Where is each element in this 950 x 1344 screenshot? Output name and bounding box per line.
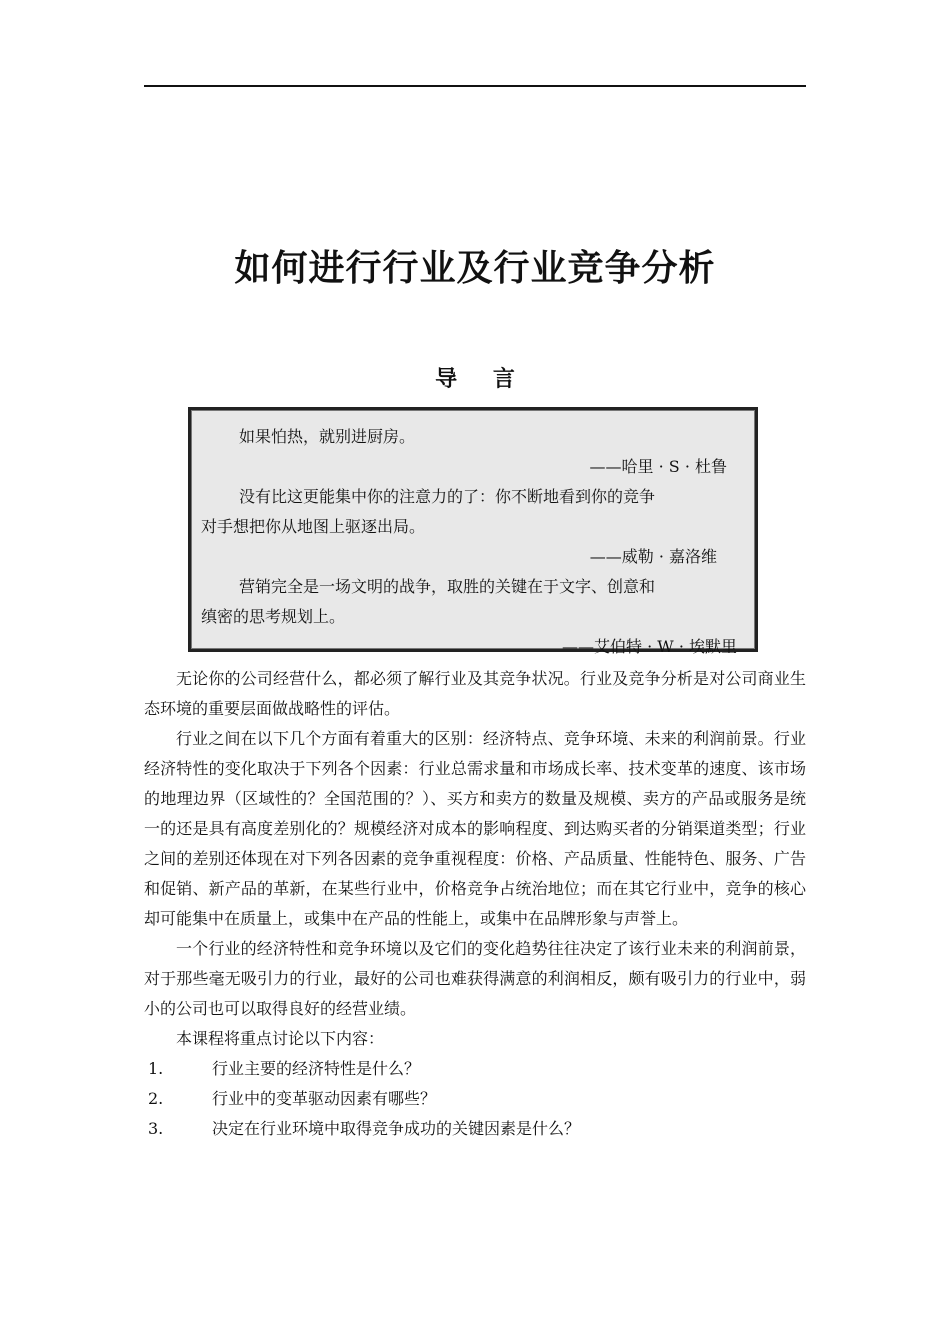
list-item-number: 3. [148, 1119, 164, 1138]
list-item [144, 1054, 806, 1084]
quote-3-line-2: 缜密的思考规划上。 [201, 607, 346, 626]
document-title: 如何进行行业及行业竞争分析 [234, 248, 716, 289]
list-item-number: 1. [148, 1059, 164, 1078]
paragraph-3: 一个行业的经济特性和竞争环境以及它们的变化趋势往往决定了该行业未来的利润前景，对于那些毫无吸引力的行业，最好的公司也难获得满意的利润相反，颇有吸引力的行业中，弱小的公司也可以取得良好的经营业绩。 [144, 939, 806, 1018]
quote-2-line-1: 没有比这更能集中你的注意力的了：你不断地看到你的竞争 [239, 487, 656, 506]
quote-1-line-1: 如果怕热，就别进厨房。 [239, 427, 416, 446]
list-item [144, 1084, 806, 1114]
body-text [144, 664, 806, 1144]
header-rule [144, 85, 806, 87]
section-heading: 导 言 [435, 367, 529, 392]
list-item-text: 决定在行业环境中取得竞争成功的关键因素是什么？ [212, 1119, 581, 1138]
quote-2-line-2: 对手想把你从地图上驱逐出局。 [201, 517, 426, 536]
quote-box [188, 407, 758, 656]
paragraph-2: 行业之间在以下几个方面有着重大的区别：经济特点、竞争环境、未来的利润前景。行业经济特性的变化取决于下列各个因素：行业总需求量和市场成长率、技术变革的速度、该市场的地理边界（区域性的？全国范围的？）、买方和卖方的数量及规模、卖方的产品或服务是统一的还是具有高度差别化的？规模经济对成本的影响程度、到达购买者的分销渠道类型；行业之间的差别还体现在对下列各因素的竞争重视程度：价格、产品质量、性能特色、服务、广告和促销、新产品的革新，在某些行业中，价格竞争占统治地位；而在其它行业中，竞争的核心却可能集中在质量上，或集中在产品的性能上，或集中在品牌形象与声誉上。 [144, 729, 806, 928]
list-item-text: 行业主要的经济特性是什么？ [212, 1059, 421, 1078]
topic-list [144, 1054, 806, 1144]
paragraph-1: 无论你的公司经营什么，都必须了解行业及其竞争状况。行业及竞争分析是对公司商业生态环境的重要层面做战略性的评估。 [144, 669, 806, 718]
list-item [144, 1114, 806, 1144]
quote-1-attribution: ——哈里 · S · 杜鲁 [589, 457, 727, 476]
quote-3-attribution: ——艾伯特 · W · 埃默里 [562, 637, 737, 656]
list-item-number: 2. [148, 1089, 164, 1108]
list-item-text: 行业中的变革驱动因素有哪些？ [212, 1089, 437, 1108]
quote-3-line-1: 营销完全是一场文明的战争，取胜的关键在于文字、创意和 [239, 577, 656, 596]
quote-2-attribution: ——威勒 · 嘉洛维 [589, 547, 717, 566]
paragraph-4: 本课程将重点讨论以下内容： [176, 1029, 385, 1048]
